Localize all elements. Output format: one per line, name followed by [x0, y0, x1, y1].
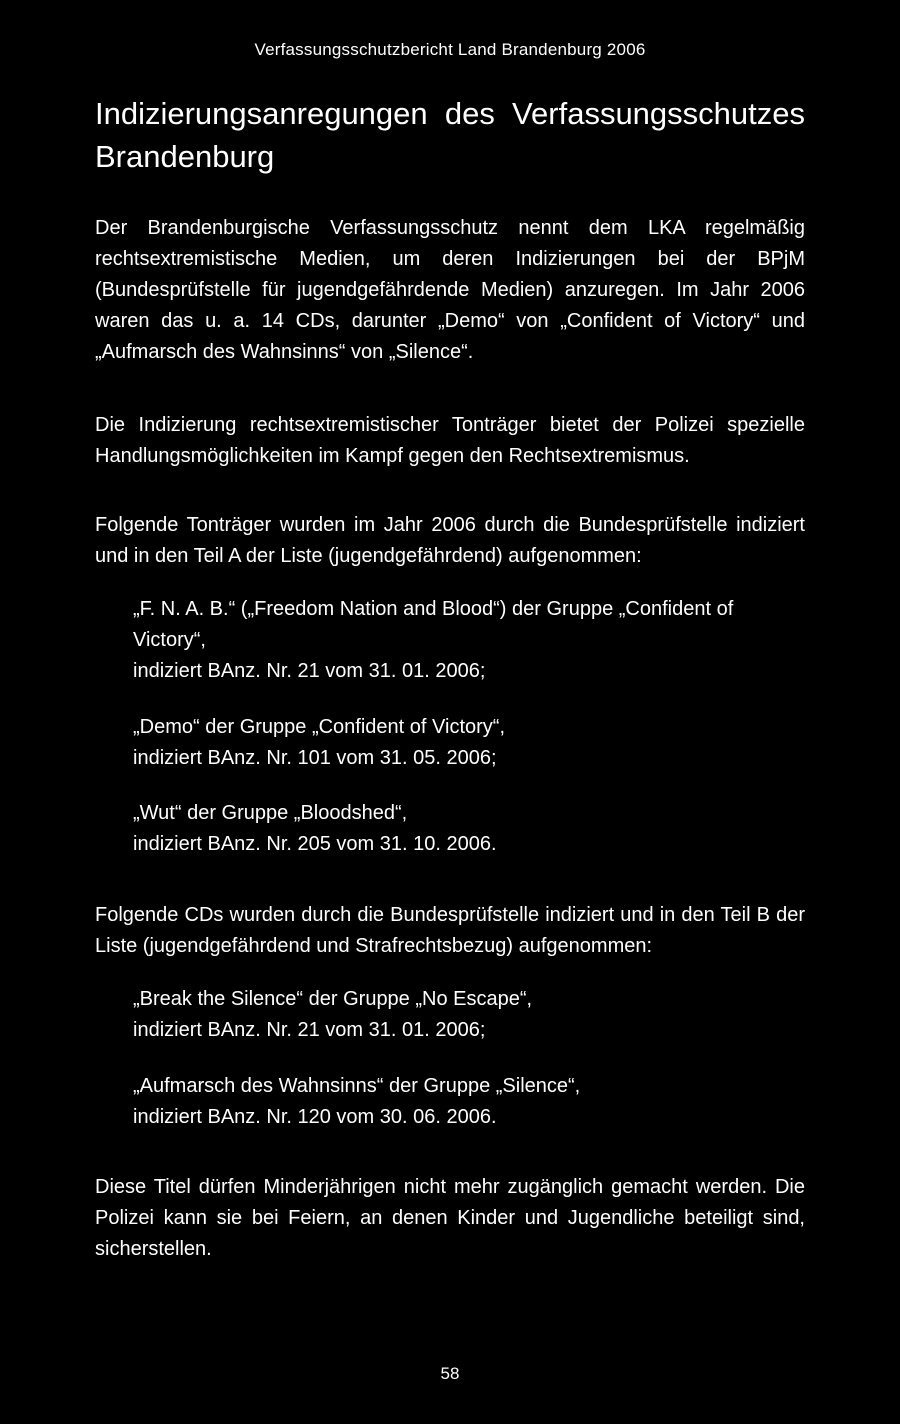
list-a-item-1	[133, 594, 805, 687]
running-header: Verfassungsschutzbericht Land Brandenburg 2006	[254, 40, 646, 59]
list-item-title: „Demo“ der Gruppe „Confident of Victory“,	[133, 716, 506, 738]
page-title: Indizierungsanregungen des Verfassungsschutzes Brandenburg	[95, 96, 805, 174]
paragraph-intro: Der Brandenburgische Verfassungsschutz nennt dem LKA regelmäßig rechtsextremistische Medien, um deren Indizierungen bei der BPjM (Bundesprüfstelle für jugendgefährdende Medien) anzuregen. Im Jahr 2006 waren das u. a. 14 CDs, darunter „Demo“ von „Confident of Victory“ und „Aufmarsch des Wahnsinns“ von „Silence“.	[95, 217, 805, 363]
list-item-title: „Break the Silence“ der Gruppe „No Escape“,	[133, 988, 533, 1010]
list-item-reference: indiziert BAnz. Nr. 120 vom 30. 06. 2006.	[133, 1106, 497, 1128]
list-a-item-2	[133, 712, 805, 774]
list-item-reference: indiziert BAnz. Nr. 205 vom 31. 10. 2006.	[133, 833, 497, 855]
paragraph-list-b-intro: Folgende CDs wurden durch die Bundesprüfstelle indiziert und in den Teil B der Liste (jugendgefährdend und Strafrechtsbezug) aufgenommen:	[95, 904, 805, 957]
list-b-item-1	[133, 984, 805, 1046]
list-item-title: „Aufmarsch des Wahnsinns“ der Gruppe „Silence“,	[133, 1075, 581, 1097]
list-b-item-2	[133, 1071, 805, 1133]
list-item-reference: indiziert BAnz. Nr. 21 vom 31. 01. 2006;	[133, 1019, 486, 1041]
page-number: 58	[440, 1364, 460, 1383]
paragraph-list-a-intro: Folgende Tonträger wurden im Jahr 2006 durch die Bundesprüfstelle indiziert und in den Teil A der Liste (jugendgefährdend) aufgenommen:	[95, 514, 805, 567]
list-item-title: „F. N. A. B.“ („Freedom Nation and Blood“) der Gruppe „Confident of Victory“,	[133, 598, 734, 651]
paragraph-closing: Diese Titel dürfen Minderjährigen nicht mehr zugänglich gemacht werden. Die Polizei kann sie bei Feiern, an denen Kinder und Jugendliche beteiligt sind, sicherstellen.	[95, 1176, 805, 1260]
paragraph-indexing-purpose: Die Indizierung rechtsextremistischer Tonträger bietet der Polizei spezielle Handlungsmöglichkeiten im Kampf gegen den Rechtsextremismus.	[95, 414, 805, 467]
list-a-item-3	[133, 798, 805, 860]
list-item-reference: indiziert BAnz. Nr. 101 vom 31. 05. 2006;	[133, 747, 497, 769]
list-item-reference: indiziert BAnz. Nr. 21 vom 31. 01. 2006;	[133, 660, 486, 682]
list-item-title: „Wut“ der Gruppe „Bloodshed“,	[133, 802, 408, 824]
